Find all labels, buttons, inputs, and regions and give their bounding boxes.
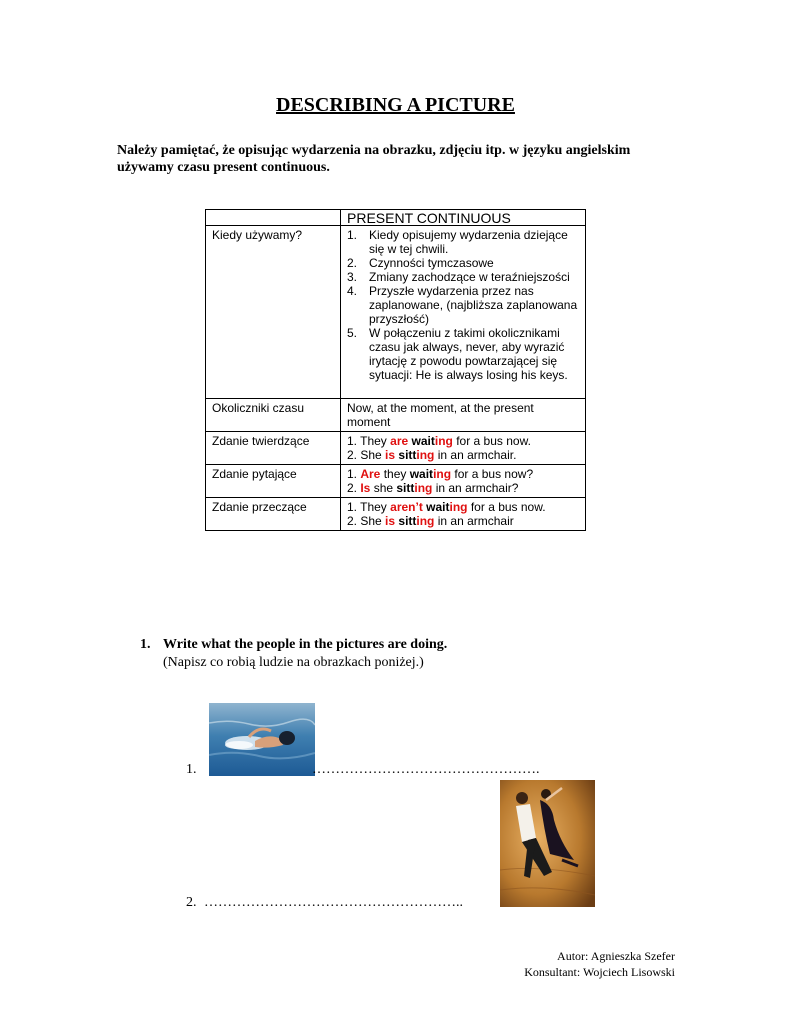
exercise-subtitle: (Napisz co robią ludzie na obrazkach poniżej.) — [163, 655, 424, 670]
author-credit: Autor: Agnieszka Szefer — [557, 949, 675, 963]
question-cell — [341, 465, 586, 498]
example-sentence: 1. They are waiting for a bus now. — [347, 434, 531, 448]
example-sentence: 2. She is sitting in an armchair. — [347, 448, 517, 462]
answer-dots: ……………………………………………….. — [204, 895, 463, 910]
footer — [524, 948, 675, 980]
uses-list — [347, 228, 579, 382]
example-sentence: 2. She is sitting in an armchair — [347, 514, 514, 528]
list-item: 4. Przyszłe wydarzenia przez nas zaplanowane, (najbliższa zaplanowana przyszłość) — [347, 284, 578, 326]
page-title: DESCRIBING A PICTURE — [276, 94, 515, 116]
answer-dots: …………………………………………. — [312, 762, 540, 777]
affirmative-cell — [341, 432, 586, 465]
table-row — [206, 465, 586, 498]
answer-line-1[interactable] — [186, 762, 540, 778]
list-item: 1. Kiedy opisujemy wydarzenia dziejące się w tej chwili. — [347, 228, 568, 256]
answer-number: 2. — [186, 895, 197, 910]
consultant-credit: Konsultant: Wojciech Lisowski — [524, 965, 675, 979]
dancing-couple-photo — [500, 780, 595, 907]
row-label-affirmative: Zdanie twierdzące — [206, 432, 341, 465]
exercise-number: 1. — [140, 637, 151, 652]
list-item: 5. W połączeniu z takimi okolicznikami czasu jak always, never, aby wyrazić irytację z powodu powtarzającej się sytuacji: He is always losing his keys. — [347, 326, 568, 382]
row-label-negative: Zdanie przeczące — [206, 498, 341, 531]
table-row — [206, 399, 586, 432]
table-header: PRESENT CONTINUOUS — [341, 210, 586, 226]
grammar-table — [205, 209, 586, 531]
example-sentence: 1. They aren’t waiting for a bus now. — [347, 500, 546, 514]
table-header-row — [206, 210, 586, 226]
exercise-heading — [140, 636, 447, 672]
example-sentence: 2. Is she sitting in an armchair? — [347, 481, 519, 495]
answer-number: 1. — [186, 762, 197, 777]
example-sentence: 1. Are they waiting for a bus now? — [347, 467, 534, 481]
intro-text: Należy pamiętać, że opisując wydarzenia na obrazku, zdjęciu itp. w języku angielskim używamy czasu present continuous. — [117, 143, 631, 175]
table-corner-cell — [206, 210, 341, 226]
exercise-title: Write what the people in the pictures are doing. — [163, 637, 448, 652]
row-label-adverbs: Okoliczniki czasu — [206, 399, 341, 432]
negative-cell — [341, 498, 586, 531]
table-row — [206, 432, 586, 465]
uses-cell — [341, 226, 586, 399]
list-item: 2. Czynności tymczasowe — [347, 256, 494, 270]
row-label-question: Zdanie pytające — [206, 465, 341, 498]
list-item: 3. Zmiany zachodzące w teraźniejszości — [347, 270, 570, 284]
answer-line-2[interactable] — [186, 895, 463, 911]
table-row — [206, 498, 586, 531]
adverbs-cell: Now, at the moment, at the present moment — [341, 399, 586, 432]
row-label-when: Kiedy używamy? — [206, 226, 341, 399]
table-row — [206, 226, 586, 399]
